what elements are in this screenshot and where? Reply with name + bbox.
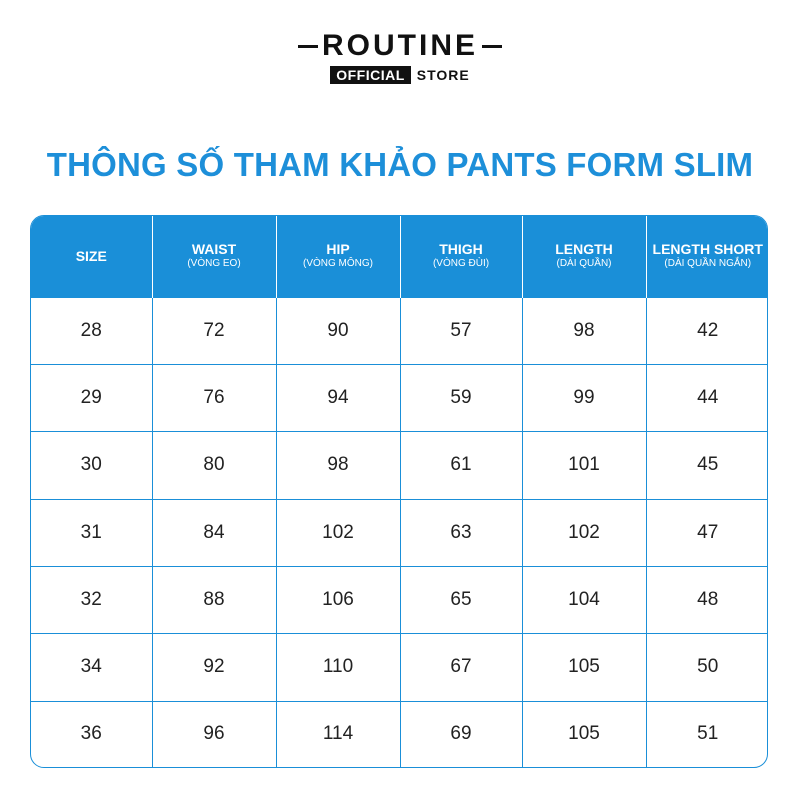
cell-hip: 94	[276, 364, 400, 431]
header-label: HIP	[326, 241, 350, 258]
cell-thigh: 57	[400, 297, 522, 364]
header-label: THIGH	[439, 241, 483, 258]
table-row	[31, 297, 768, 364]
page-title: THÔNG SỐ THAM KHẢO PANTS FORM SLIM	[46, 146, 754, 183]
cell-length: 102	[522, 499, 646, 566]
size-table-container	[30, 215, 768, 768]
cell-length: 105	[522, 634, 646, 701]
header-sublabel: (DÀI QUẦN)	[556, 258, 612, 270]
cell-size: 31	[31, 499, 152, 566]
cell-waist: 80	[152, 432, 276, 499]
brand-subtitle	[330, 66, 470, 84]
header-length-short	[646, 216, 768, 297]
cell-length-short: 45	[646, 432, 768, 499]
cell-waist: 88	[152, 566, 276, 633]
brand-row	[298, 30, 502, 62]
cell-hip: 106	[276, 566, 400, 633]
header-sublabel: (VÒNG MÔNG)	[303, 258, 373, 270]
table-row	[31, 566, 768, 633]
size-table	[31, 216, 768, 767]
cell-waist: 84	[152, 499, 276, 566]
brand-name: ROUTINE	[322, 29, 478, 62]
header-sublabel: (VÒNG EO)	[187, 258, 241, 270]
cell-length-short: 47	[646, 499, 768, 566]
cell-length: 101	[522, 432, 646, 499]
table-row	[31, 634, 768, 701]
cell-size: 32	[31, 566, 152, 633]
cell-length-short: 50	[646, 634, 768, 701]
cell-thigh: 59	[400, 364, 522, 431]
cell-waist: 76	[152, 364, 276, 431]
table-row	[31, 432, 768, 499]
cell-size: 29	[31, 364, 152, 431]
cell-thigh: 61	[400, 432, 522, 499]
cell-hip: 98	[276, 432, 400, 499]
table-row	[31, 364, 768, 431]
cell-length: 98	[522, 297, 646, 364]
header-label: LENGTH	[555, 241, 613, 258]
cell-length-short: 42	[646, 297, 768, 364]
cell-thigh: 65	[400, 566, 522, 633]
cell-hip: 110	[276, 634, 400, 701]
table-header-row	[31, 216, 768, 297]
cell-thigh: 69	[400, 701, 522, 767]
cell-size: 36	[31, 701, 152, 767]
cell-length: 99	[522, 364, 646, 431]
cell-length-short: 44	[646, 364, 768, 431]
cell-waist: 72	[152, 297, 276, 364]
header-waist	[152, 216, 276, 297]
header-sublabel: (VÒNG ĐÙI)	[432, 258, 490, 270]
brand-line-left	[298, 45, 318, 48]
cell-thigh: 63	[400, 499, 522, 566]
brand-logo	[0, 30, 800, 84]
cell-size: 30	[31, 432, 152, 499]
header-size	[31, 216, 152, 297]
header-thigh	[400, 216, 522, 297]
cell-length: 105	[522, 701, 646, 767]
header-hip	[276, 216, 400, 297]
cell-hip: 102	[276, 499, 400, 566]
table-row	[31, 499, 768, 566]
cell-length: 104	[522, 566, 646, 633]
cell-hip: 114	[276, 701, 400, 767]
table-row	[31, 701, 768, 767]
header-length	[522, 216, 646, 297]
brand-line-right	[482, 45, 502, 48]
header-label: LENGTH SHORT	[652, 241, 763, 258]
cell-length-short: 48	[646, 566, 768, 633]
cell-length-short: 51	[646, 701, 768, 767]
cell-hip: 90	[276, 297, 400, 364]
store-label: STORE	[416, 67, 470, 83]
cell-thigh: 67	[400, 634, 522, 701]
cell-waist: 92	[152, 634, 276, 701]
header-label: SIZE	[75, 247, 107, 264]
header-sublabel: (DÀI QUẦN NGẮN)	[664, 258, 752, 270]
official-badge: OFFICIAL	[330, 66, 411, 84]
cell-waist: 96	[152, 701, 276, 767]
cell-size: 28	[31, 297, 152, 364]
cell-size: 34	[31, 634, 152, 701]
header-label: WAIST	[191, 241, 237, 258]
